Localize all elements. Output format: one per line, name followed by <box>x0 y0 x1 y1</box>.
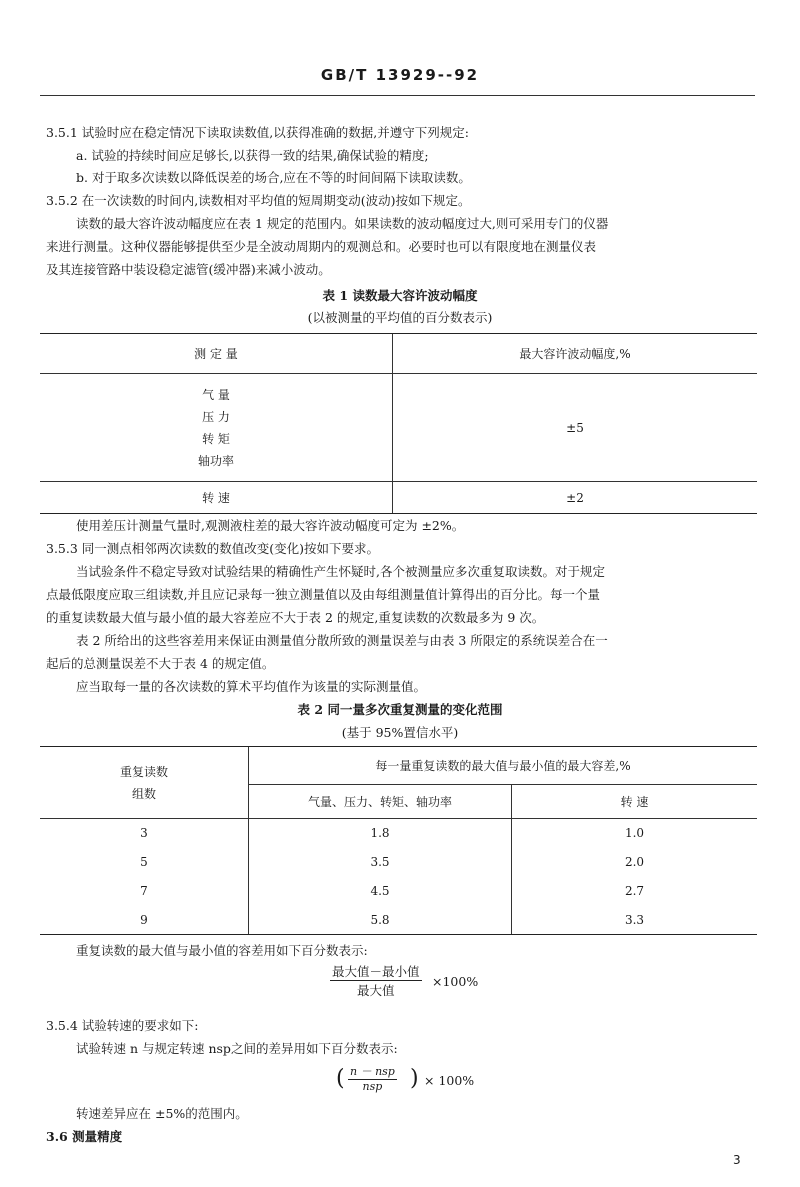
formula-denominator: nsp <box>362 1080 383 1093</box>
paren-right: ) <box>410 1066 419 1091</box>
paragraph-line: 重复读数的最大值与最小值的容差用如下百分数表示: <box>76 943 368 958</box>
clause-3-5-1: 3.5.1 试验时应在稳定情况下读取读数值,以获得准确的数据,并遵守下列规定: <box>46 125 469 140</box>
table2-col1-header-line: 组数 <box>131 786 156 801</box>
paragraph-line: 读数的最大容许波动幅度应在表 1 规定的范围内。如果读数的波动幅度过大,则可采用专门的仪器 <box>76 216 609 231</box>
formula-suffix: × 100% <box>424 1073 475 1088</box>
clause-3-5-4: 3.5.4 试验转速的要求如下: <box>46 1018 199 1033</box>
table2-subcaption: (基于 95%置信水平) <box>341 725 459 740</box>
table1-row-label: 转 速 <box>40 482 393 514</box>
table2-cell: 3.3 <box>512 906 758 935</box>
table2-cell: 1.8 <box>249 819 512 848</box>
page-header: GB/T 13929--92 <box>320 66 480 84</box>
table2-cell: 7 <box>140 884 148 898</box>
table2-cell: 3.5 <box>249 848 512 877</box>
paragraph-line: 表 2 所给出的这些容差用来保证由测量值分散所致的测量误差与由表 3 所限定的系统误差合在一 <box>76 633 608 648</box>
paragraph-line: 应当取每一量的各次读数的算术平均值作为该量的实际测量值。 <box>76 679 427 694</box>
paragraph-line: 的重复读数最大值与最小值的最大容差应不大于表 2 的规定,重复读数的次数最多为 9 次。 <box>46 610 545 625</box>
table1-caption: 表 1 读数最大容许波动幅度 <box>322 288 478 303</box>
table2-cell: 2.0 <box>512 848 758 877</box>
formula-suffix: ×100% <box>432 974 479 989</box>
table2-cell: 9 <box>40 906 249 935</box>
table2-cell: 1.0 <box>512 819 758 848</box>
paren-left: ( <box>336 1066 345 1091</box>
paragraph-line: 及其连接管路中装设稳定滤管(缓冲器)来减小波动。 <box>46 262 331 277</box>
formula-tolerance <box>330 962 422 999</box>
paragraph-line: 点最低限度应取三组读数,并且应记录每一独立测量值以及由每组测量值计算得出的百分比。每一个量 <box>46 587 600 602</box>
formula-numerator: 最大值－最小值 <box>332 964 420 979</box>
table1-row-value: ±2 <box>393 482 758 514</box>
table1-group-cell <box>40 374 393 482</box>
table1-subcaption: (以被测量的平均值的百分数表示) <box>307 310 493 325</box>
table1-item: 转 矩 <box>202 431 230 446</box>
table-row <box>40 819 757 848</box>
clause-3-5-2: 3.5.2 在一次读数的时间内,读数相对平均值的短周期变动(波动)按如下规定。 <box>46 193 471 208</box>
header-rule <box>40 95 755 96</box>
table2-col1-header-line: 重复读数 <box>119 764 168 779</box>
table-1 <box>40 333 757 514</box>
paragraph-line: 使用差压计测量气量时,观测液柱差的最大容许波动幅度可定为 ±2%。 <box>76 518 465 533</box>
table-2 <box>40 746 757 935</box>
formula-speed <box>348 1063 397 1093</box>
table1-item: 气 量 <box>202 387 230 402</box>
table2-cell: 4.5 <box>249 877 512 906</box>
paragraph-line: 起后的总测量误差不大于表 4 的规定值。 <box>46 656 275 671</box>
formula-numerator: n － nsp <box>350 1065 395 1078</box>
paragraph-line: 试验转速 n 与规定转速 nsp之间的差异用如下百分数表示: <box>76 1041 398 1056</box>
table1-item: 压 力 <box>202 409 230 424</box>
paragraph-line: 转速差异应在 ±5%的范围内。 <box>76 1106 248 1121</box>
table2-cell: 2.7 <box>512 877 758 906</box>
page-number: 3 <box>733 1153 741 1167</box>
table1-group-value: ±5 <box>393 374 758 482</box>
paragraph-line: 当试验条件不稳定导致对试验结果的精确性产生怀疑时,各个被测量应多次重复取读数。对于规定 <box>76 564 605 579</box>
table1-col2-header: 最大容许波动幅度,% <box>393 334 758 374</box>
formula-denominator: 最大值 <box>357 983 395 998</box>
table1-col1-header: 测 定 量 <box>40 334 393 374</box>
table2-subheader-2: 转 速 <box>512 785 758 819</box>
table2-cell: 5.8 <box>249 906 512 935</box>
table2-col1-header <box>40 747 249 819</box>
table-row <box>40 848 757 877</box>
table2-cell: 5 <box>140 855 148 869</box>
item-a: a. 试验的持续时间应足够长,以获得一致的结果,确保试验的精度; <box>76 148 429 163</box>
table-row <box>40 906 757 935</box>
table2-caption: 表 2 同一量多次重复测量的变化范围 <box>297 702 503 717</box>
table1-item: 轴功率 <box>197 453 234 468</box>
item-b: b. 对于取多次读数以降低误差的场合,应在不等的时间间隔下读取读数。 <box>76 170 471 185</box>
section-3-6-heading: 3.6 测量精度 <box>46 1129 123 1144</box>
table-row <box>40 877 757 906</box>
table2-subheader-1: 气量、压力、转矩、轴功率 <box>249 785 512 819</box>
clause-3-5-3: 3.5.3 同一测点相邻两次读数的数值改变(变化)按如下要求。 <box>46 541 380 556</box>
table2-cell: 3 <box>40 819 249 848</box>
table2-span-header: 每一量重复读数的最大值与最小值的最大容差,% <box>249 747 758 785</box>
paragraph-line: 来进行测量。这种仪器能够提供至少是全波动周期内的观测总和。必要时也可以有限度地在测量仪表 <box>46 239 597 254</box>
